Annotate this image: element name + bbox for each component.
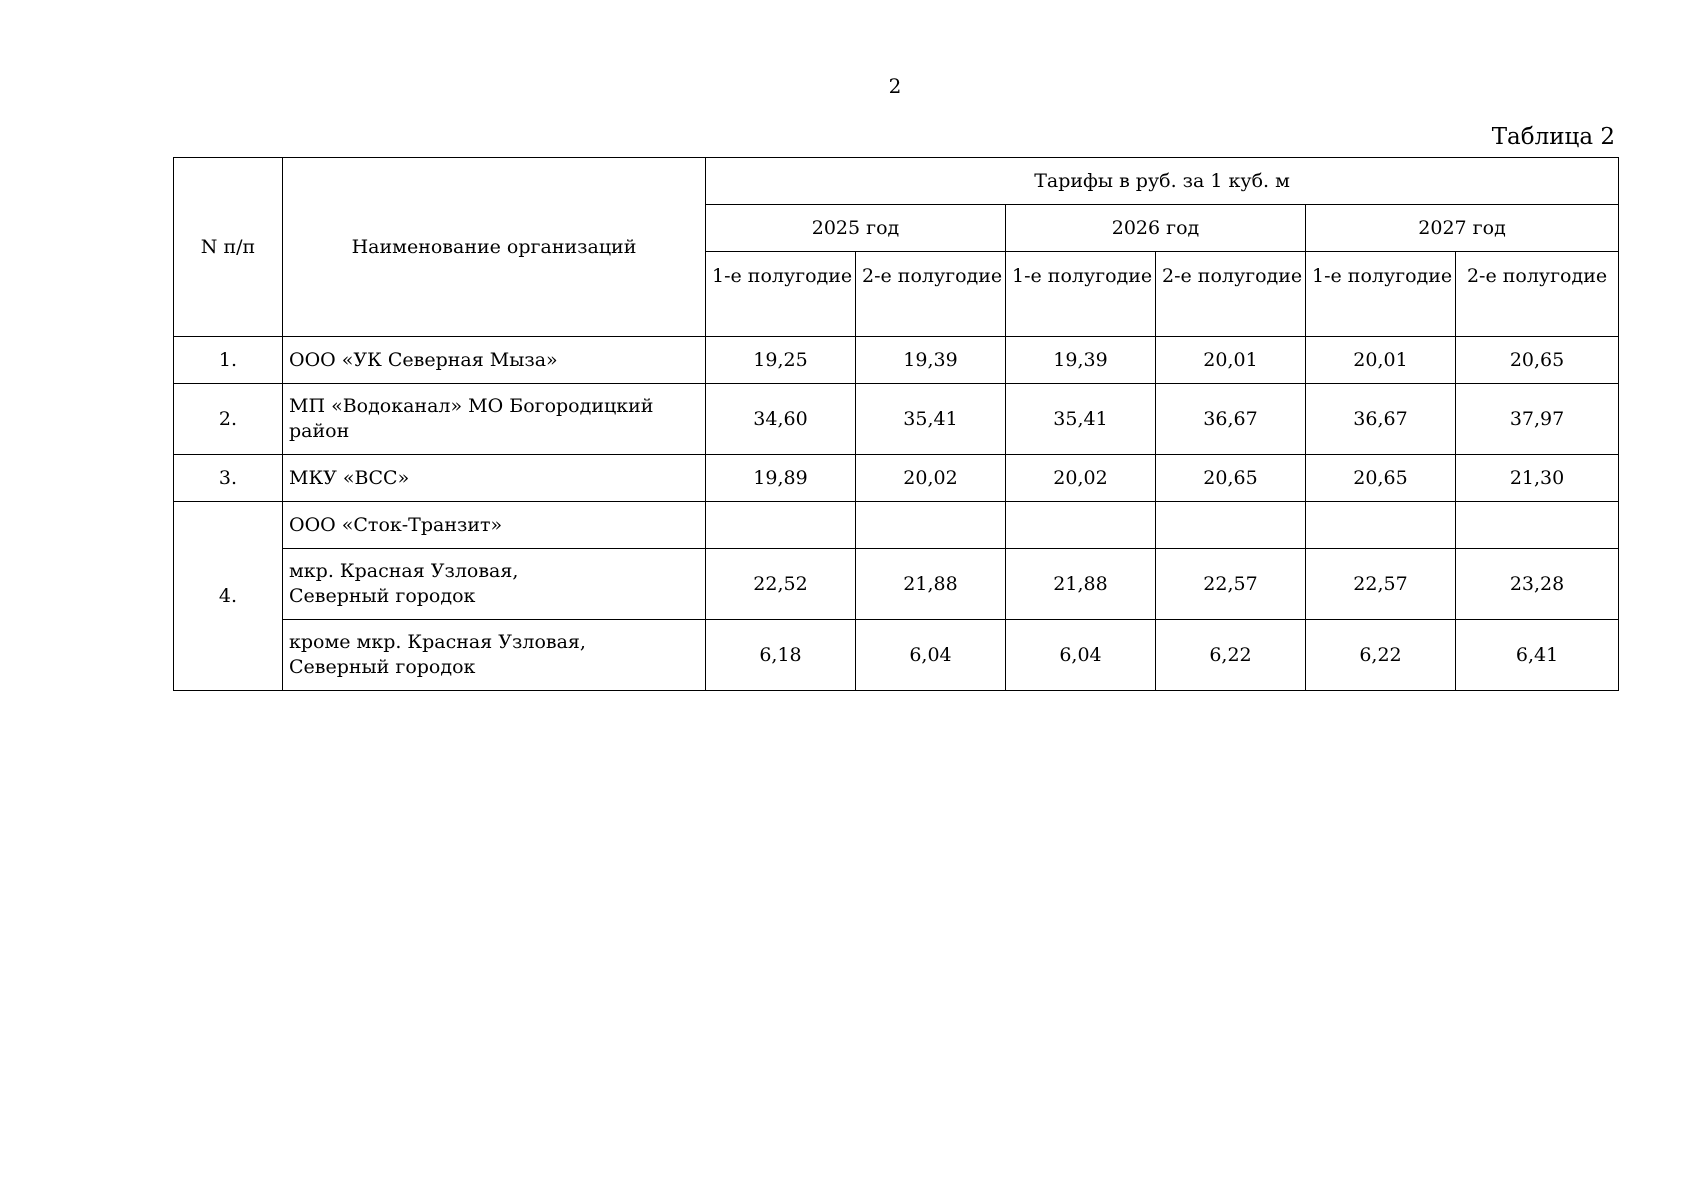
header-half: 1-е полугодие bbox=[706, 252, 856, 337]
header-year: 2027 год bbox=[1306, 205, 1619, 252]
header-year: 2025 год bbox=[706, 205, 1006, 252]
tariff-value: 23,28 bbox=[1456, 549, 1619, 620]
table-row bbox=[174, 502, 1619, 549]
empty-cell bbox=[1456, 502, 1619, 549]
empty-cell bbox=[706, 502, 856, 549]
header-num: N п/п bbox=[174, 158, 283, 337]
tariff-value: 35,41 bbox=[856, 384, 1006, 455]
org-name-line: мкр. Красная Узловая, bbox=[289, 560, 519, 583]
org-name: ООО «УК Северная Мыза» bbox=[283, 337, 706, 384]
tariff-value: 20,02 bbox=[856, 455, 1006, 502]
row-num: 1. bbox=[174, 337, 283, 384]
table-row bbox=[174, 620, 1619, 691]
page-number: 2 bbox=[888, 74, 902, 98]
tariff-value: 21,30 bbox=[1456, 455, 1619, 502]
tariff-value: 34,60 bbox=[706, 384, 856, 455]
tariff-value: 21,88 bbox=[1006, 549, 1156, 620]
org-name-line: Северный городок bbox=[289, 585, 476, 607]
tariff-value: 6,04 bbox=[1006, 620, 1156, 691]
org-name-line: кроме мкр. Красная Узловая, bbox=[289, 631, 586, 654]
table-row bbox=[174, 337, 1619, 384]
empty-cell bbox=[1156, 502, 1306, 549]
tariff-value: 22,57 bbox=[1156, 549, 1306, 620]
empty-cell bbox=[856, 502, 1006, 549]
tariff-value: 19,25 bbox=[706, 337, 856, 384]
header-half: 2-е полугодие bbox=[856, 252, 1006, 337]
tariff-value: 20,65 bbox=[1456, 337, 1619, 384]
tariff-value: 6,18 bbox=[706, 620, 856, 691]
table-row bbox=[174, 384, 1619, 455]
tariff-value: 6,22 bbox=[1306, 620, 1456, 691]
header-tariffs-title: Тарифы в руб. за 1 куб. м bbox=[706, 158, 1619, 205]
tariff-value: 22,52 bbox=[706, 549, 856, 620]
org-subdivision bbox=[283, 620, 706, 691]
empty-cell bbox=[1006, 502, 1156, 549]
tariff-value: 36,67 bbox=[1156, 384, 1306, 455]
tariff-value: 19,39 bbox=[1006, 337, 1156, 384]
tariff-value: 20,02 bbox=[1006, 455, 1156, 502]
header-half: 1-е полугодие bbox=[1306, 252, 1456, 337]
tariff-value: 6,22 bbox=[1156, 620, 1306, 691]
org-name-line: МП «Водоканал» МО Богородицкий bbox=[289, 395, 654, 418]
tariff-value: 6,04 bbox=[856, 620, 1006, 691]
table-row bbox=[174, 549, 1619, 620]
table-caption: Таблица 2 bbox=[1491, 124, 1615, 150]
org-name: ООО «Сток-Транзит» bbox=[283, 502, 706, 549]
org-subdivision bbox=[283, 549, 706, 620]
tariffs-table bbox=[173, 157, 1619, 691]
header-half: 1-е полугодие bbox=[1006, 252, 1156, 337]
header-half: 2-е полугодие bbox=[1456, 252, 1619, 337]
tariff-value: 20,01 bbox=[1156, 337, 1306, 384]
empty-cell bbox=[1306, 502, 1456, 549]
row-num: 3. bbox=[174, 455, 283, 502]
row-num: 4. bbox=[174, 502, 283, 691]
tariff-value: 20,01 bbox=[1306, 337, 1456, 384]
header-year: 2026 год bbox=[1006, 205, 1306, 252]
tariff-value: 21,88 bbox=[856, 549, 1006, 620]
org-name bbox=[283, 384, 706, 455]
tariff-value: 37,97 bbox=[1456, 384, 1619, 455]
tariff-value: 20,65 bbox=[1156, 455, 1306, 502]
header-half: 2-е полугодие bbox=[1156, 252, 1306, 337]
tariff-value: 20,65 bbox=[1306, 455, 1456, 502]
header-row-tariffs bbox=[174, 158, 1619, 205]
org-name-line: Северный городок bbox=[289, 656, 476, 678]
tariff-value: 19,39 bbox=[856, 337, 1006, 384]
row-num: 2. bbox=[174, 384, 283, 455]
tariff-value: 35,41 bbox=[1006, 384, 1156, 455]
tariff-value: 19,89 bbox=[706, 455, 856, 502]
org-name: МКУ «ВСС» bbox=[283, 455, 706, 502]
tariff-value: 6,41 bbox=[1456, 620, 1619, 691]
table-row bbox=[174, 455, 1619, 502]
org-name-line: район bbox=[289, 420, 350, 442]
tariff-value: 22,57 bbox=[1306, 549, 1456, 620]
tariff-value: 36,67 bbox=[1306, 384, 1456, 455]
header-name: Наименование организаций bbox=[283, 158, 706, 337]
